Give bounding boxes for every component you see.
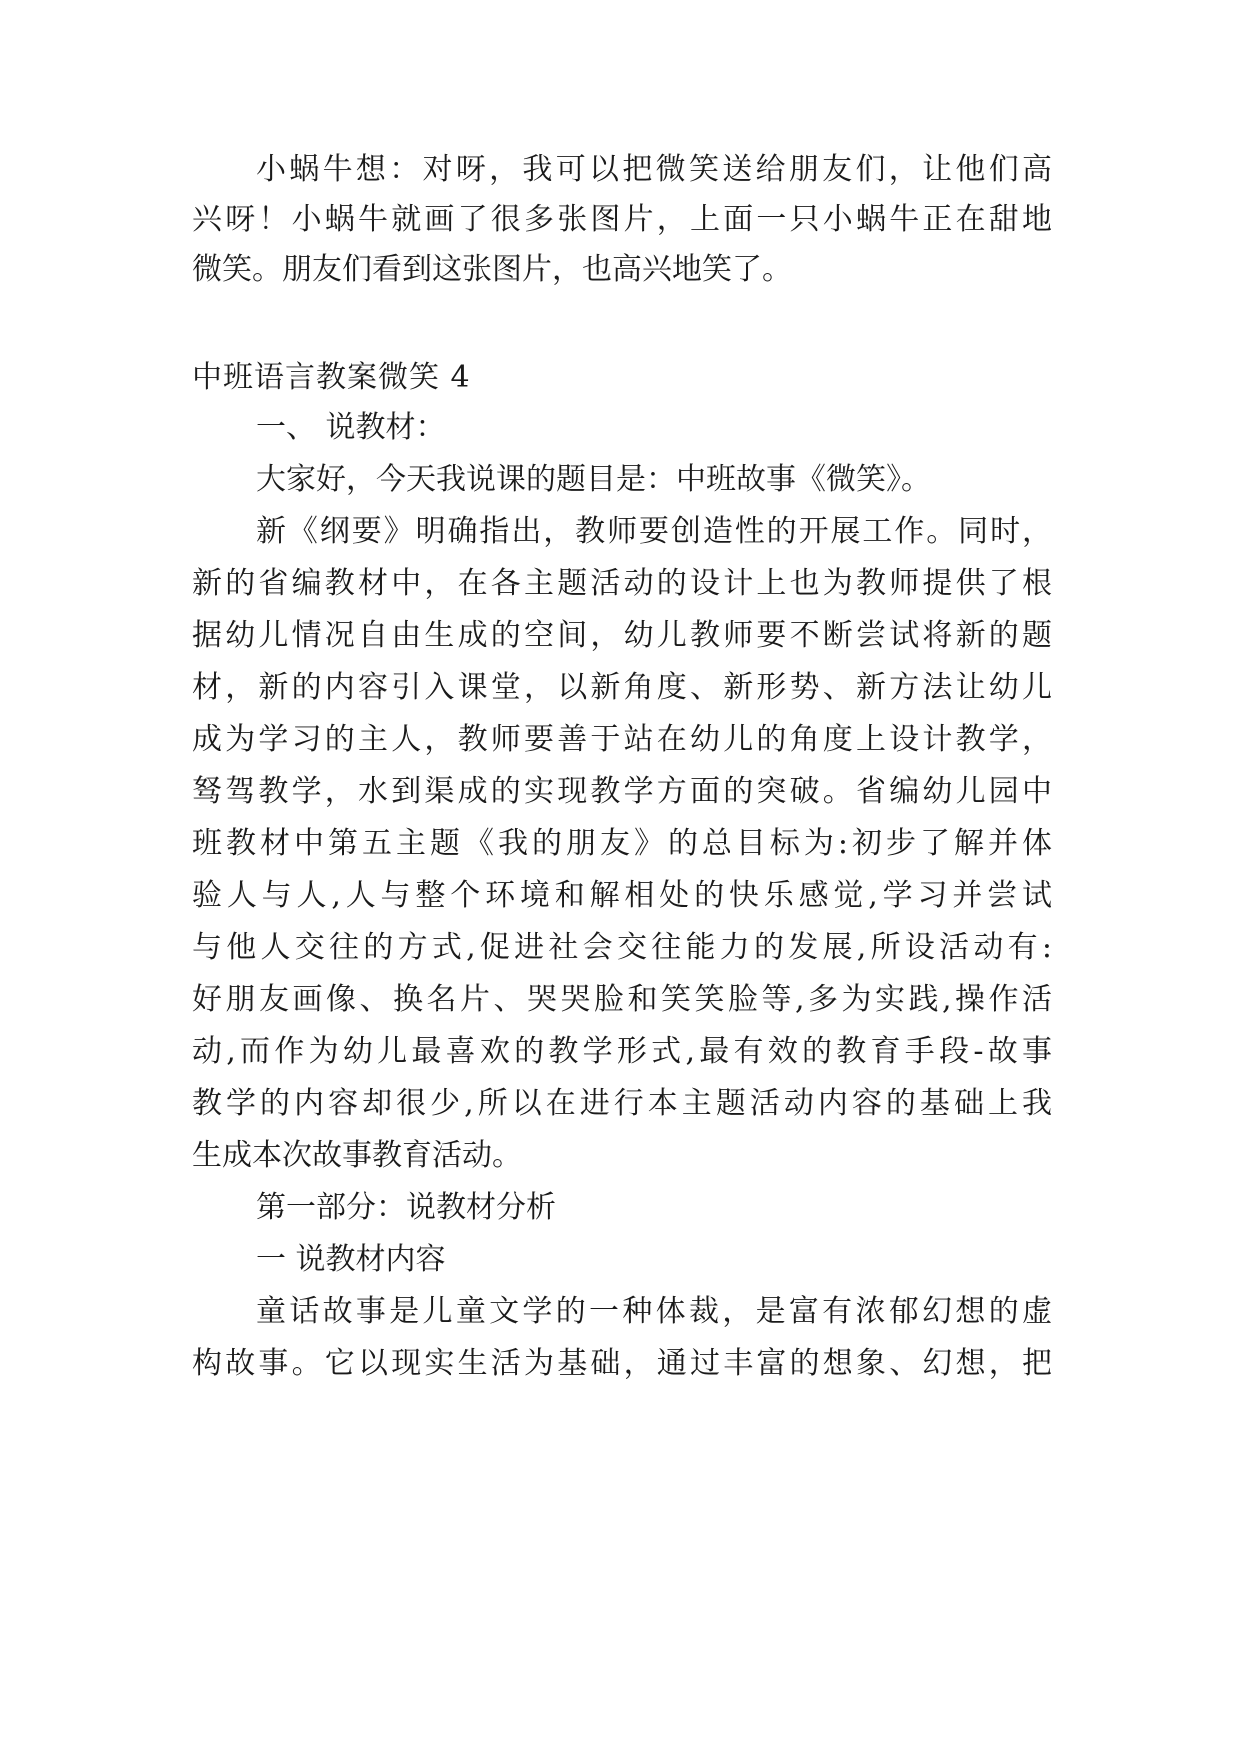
paragraph-line: 成为学习的主人，教师要善于站在幼儿的角度上设计教学， (192, 722, 1052, 757)
paragraph-line: 构故事。它以现实生活为基础，通过丰富的想象、幻想，把 (192, 1346, 1052, 1381)
paragraph-line: 驽驾教学，水到渠成的实现教学方面的突破。省编幼儿园中 (192, 774, 1052, 809)
paragraph-line: 材，新的内容引入课堂，以新角度、新形势、新方法让幼儿 (192, 670, 1052, 705)
paragraph-line: 兴呀！小蜗牛就画了很多张图片，上面一只小蜗牛正在甜地 (192, 202, 1052, 237)
paragraph-line: 教学的内容却很少,所以在进行本主题活动内容的基础上我 (192, 1086, 1052, 1121)
paragraph-line: 验人与人,人与整个环境和解相处的快乐感觉,学习并尝试 (192, 878, 1052, 913)
paragraph-line: 童话故事是儿童文学的一种体裁，是富有浓郁幻想的虚 (256, 1294, 1052, 1329)
paragraph-line: 大家好，今天我说课的题目是：中班故事《微笑》。 (256, 462, 931, 497)
paragraph-line: 新的省编教材中，在各主题活动的设计上也为教师提供了根 (192, 566, 1052, 601)
subsection-heading: 一 说教材内容 (256, 1242, 446, 1277)
subsection-heading: 一、 说教材： (256, 410, 446, 445)
paragraph-line: 微笑。朋友们看到这张图片，也高兴地笑了。 (192, 252, 792, 287)
paragraph-line: 生成本次故事教育活动。 (192, 1138, 522, 1173)
section-heading: 中班语言教案微笑 4 (192, 360, 471, 395)
paragraph-line: 小蜗牛想：对呀，我可以把微笑送给朋友们，让他们高 (256, 152, 1052, 187)
paragraph-line: 据幼儿情况自由生成的空间，幼儿教师要不断尝试将新的题 (192, 618, 1052, 653)
paragraph-line: 新《纲要》明确指出，教师要创造性的开展工作。同时， (256, 514, 1052, 549)
paragraph-line: 与他人交往的方式,促进社会交往能力的发展,所设活动有: (192, 930, 1052, 965)
paragraph-line: 好朋友画像、换名片、哭哭脸和笑笑脸等,多为实践,操作活 (192, 982, 1052, 1017)
paragraph-line: 班教材中第五主题《我的朋友》的总目标为:初步了解并体 (192, 826, 1052, 861)
subsection-heading: 第一部分：说教材分析 (256, 1190, 556, 1225)
paragraph-line: 动,而作为幼儿最喜欢的教学形式,最有效的教育手段-故事 (192, 1034, 1052, 1069)
